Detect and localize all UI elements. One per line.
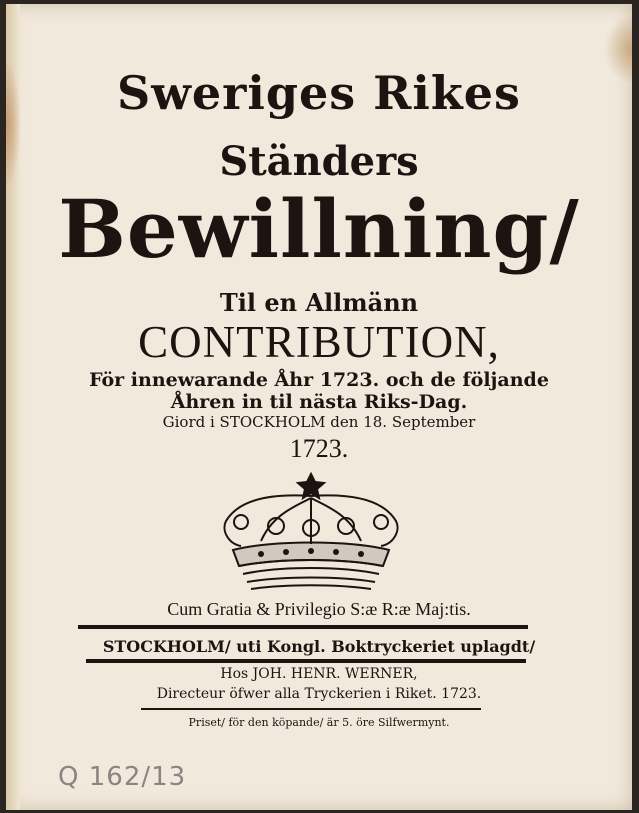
title-page	[6, 4, 632, 810]
title-line-1: Sweriges Rikes	[117, 66, 521, 120]
subtitle-line-1: Til en Allmänn	[219, 288, 419, 317]
printer-line-1: STOCKHOLM/ uti Kongl. Boktryckeriet uplagdt/	[102, 637, 536, 656]
royal-crown-icon	[211, 466, 411, 596]
publication-year: 1723.	[289, 434, 349, 463]
price-line: Priset/ för den köpande/ är 5. öre Silfwermynt.	[188, 716, 450, 729]
privilege-line: Cum Gratia & Privilegio S:æ R:æ Maj:tis.	[167, 599, 471, 619]
subtitle-line-3: För innewarande Åhr 1723. och de följande	[89, 369, 549, 391]
shelfmark: Q 162/13	[58, 762, 187, 792]
divider-rule-3	[141, 708, 481, 710]
subtitle-contribution: CONTRIBUTION,	[138, 317, 500, 367]
subtitle-line-4: Åhren in til nästa Riks-Dag.	[170, 391, 468, 413]
divider-rule-2	[86, 659, 526, 663]
printer-line-3: Directeur öfwer alla Tryckerien i Riket. 1723.	[156, 686, 482, 702]
divider-rule-1	[78, 625, 528, 629]
printer-line-2: Hos JOH. HENR. WERNER,	[220, 666, 418, 682]
title-line-2: Ständers	[219, 138, 419, 185]
subtitle-line-5: Giord i STOCKHOLM den 18. September	[162, 413, 476, 431]
title-line-3: Bewillning/	[58, 182, 580, 276]
